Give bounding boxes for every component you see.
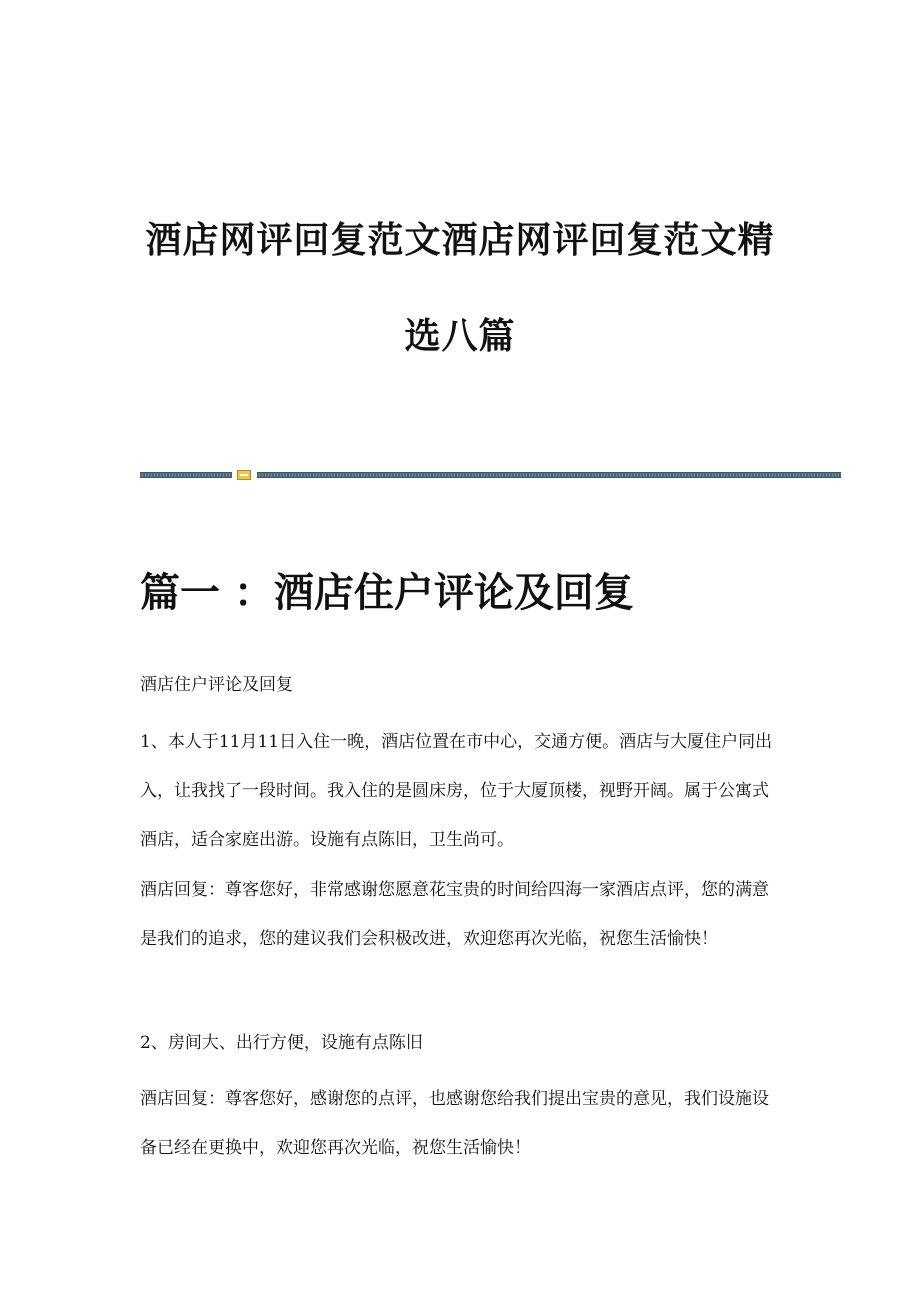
- section-heading: 篇一 ：酒店住户评论及回复: [140, 569, 634, 616]
- review-paragraph-1: 1、本人于11月11日入住一晚，酒店位置在市中心，交通方便。酒店与大厦住户同出入，让我找了一段时间。我入住的是圆床房，位于大厦顶楼，视野开阔。属于公寓式酒店，适合家庭出游。设施有点陈旧，卫生尚可。: [140, 732, 773, 850]
- section-subtitle: 酒店住户评论及回复: [140, 675, 293, 695]
- ornament-icon: [237, 470, 251, 480]
- document-title-line-2: 选八篇: [404, 315, 516, 357]
- review-paragraph-2: 2、房间大、出行方便，设施有点陈旧: [140, 1033, 423, 1053]
- divider-bar-right: [257, 472, 841, 478]
- document-title-line-1: 酒店网评回复范文酒店网评回复范文精: [145, 219, 775, 261]
- section-divider: [140, 470, 841, 480]
- reply-paragraph-1: 酒店回复：尊客您好，非常感谢您愿意花宝贵的时间给四海一家酒店点评，您的满意是我们的追求，您的建议我们会积极改进，欢迎您再次光临，祝您生活愉快！: [140, 880, 769, 949]
- reply-paragraph-2: 酒店回复：尊客您好，感谢您的点评，也感谢您给我们提出宝贵的意见，我们设施设备已经在更换中，欢迎您再次光临，祝您生活愉快！: [140, 1089, 769, 1158]
- divider-bar-left: [140, 472, 232, 478]
